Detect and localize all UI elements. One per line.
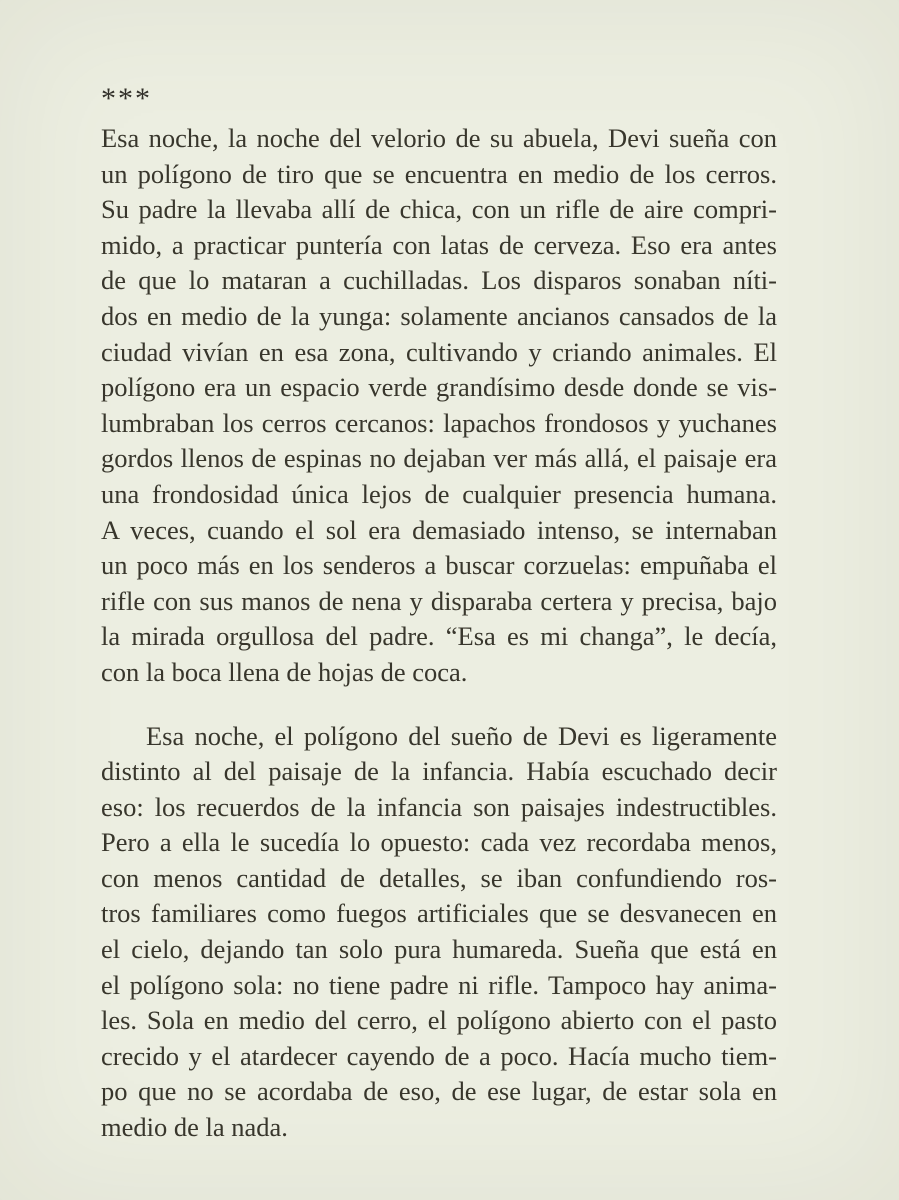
text-line: una frondosidad única lejos de cualquier presencia humana. [101,478,777,509]
text-line: rifle con sus manos de nena y disparaba certera y precisa, bajo [101,585,777,616]
text-line: crecido y el atardecer cayendo de a poco. Hacía mucho tiem- [101,1040,777,1071]
text-line: un polígono de tiro que se encuentra en medio de los cerros. [101,158,777,189]
text-line: eso: los recuerdos de la infancia son paisajes indestructibles. [101,791,777,822]
text-line: con menos cantidad de detalles, se iban confundiendo ros- [101,862,777,893]
text-line: medio de la nada. [101,1112,288,1143]
text-line: Su padre la llevaba allí de chica, con un rifle de aire compri- [101,194,777,225]
text-line: Esa noche, la noche del velorio de su abuela, Devi sueña con [101,123,777,153]
text-block [101,121,777,1146]
text-line: el polígono sola: no tiene padre ni rifle. Tampoco hay anima- [101,969,777,1000]
text-line: les. Sola en medio del cerro, el polígono abierto con el pasto [101,1005,777,1036]
text-line: dos en medio de la yunga: solamente ancianos cansados de la [101,300,777,331]
text-line: tros familiares como fuegos artificiales que se desvanecen en [101,898,777,929]
text-line: gordos llenos de espinas no dejaban ver más allá, el paisaje era [101,443,777,474]
text-line: la mirada orgullosa del padre. “Esa es mi changa”, le decía, [101,621,777,652]
text-line: Esa noche, el polígono del sueño de Devi es ligeramente [146,720,777,751]
text-line: distinto al del paisaje de la infancia. Había escuchado decir [101,756,777,787]
section-break-marker: *** [101,82,152,115]
text-line: con la boca llena de hojas de coca. [101,656,468,687]
paragraph [101,121,777,691]
text-line: un poco más en los senderos a buscar corzuelas: empuñaba el [101,550,777,581]
text-line: lumbraban los cerros cercanos: lapachos frondosos y yuchanes [101,407,777,438]
text-line: el cielo, dejando tan solo pura humareda. Sueña que está en [101,934,777,965]
text-line: A veces, cuando el sol era demasiado intenso, se internaban [101,514,777,545]
paragraph [101,719,777,1146]
text-line: polígono era un espacio verde grandísimo desde donde se vis- [101,372,777,403]
text-line: de que lo mataran a cuchilladas. Los disparos sonaban níti- [101,265,777,296]
text-line: Pero a ella le sucedía lo opuesto: cada vez recordaba menos, [101,827,777,858]
text-line: ciudad vivían en esa zona, cultivando y criando animales. El [101,336,777,367]
text-line: mido, a practicar puntería con latas de cerveza. Eso era antes [101,229,777,260]
text-line: po que no se acordaba de eso, de ese lugar, de estar sola en [101,1076,777,1107]
